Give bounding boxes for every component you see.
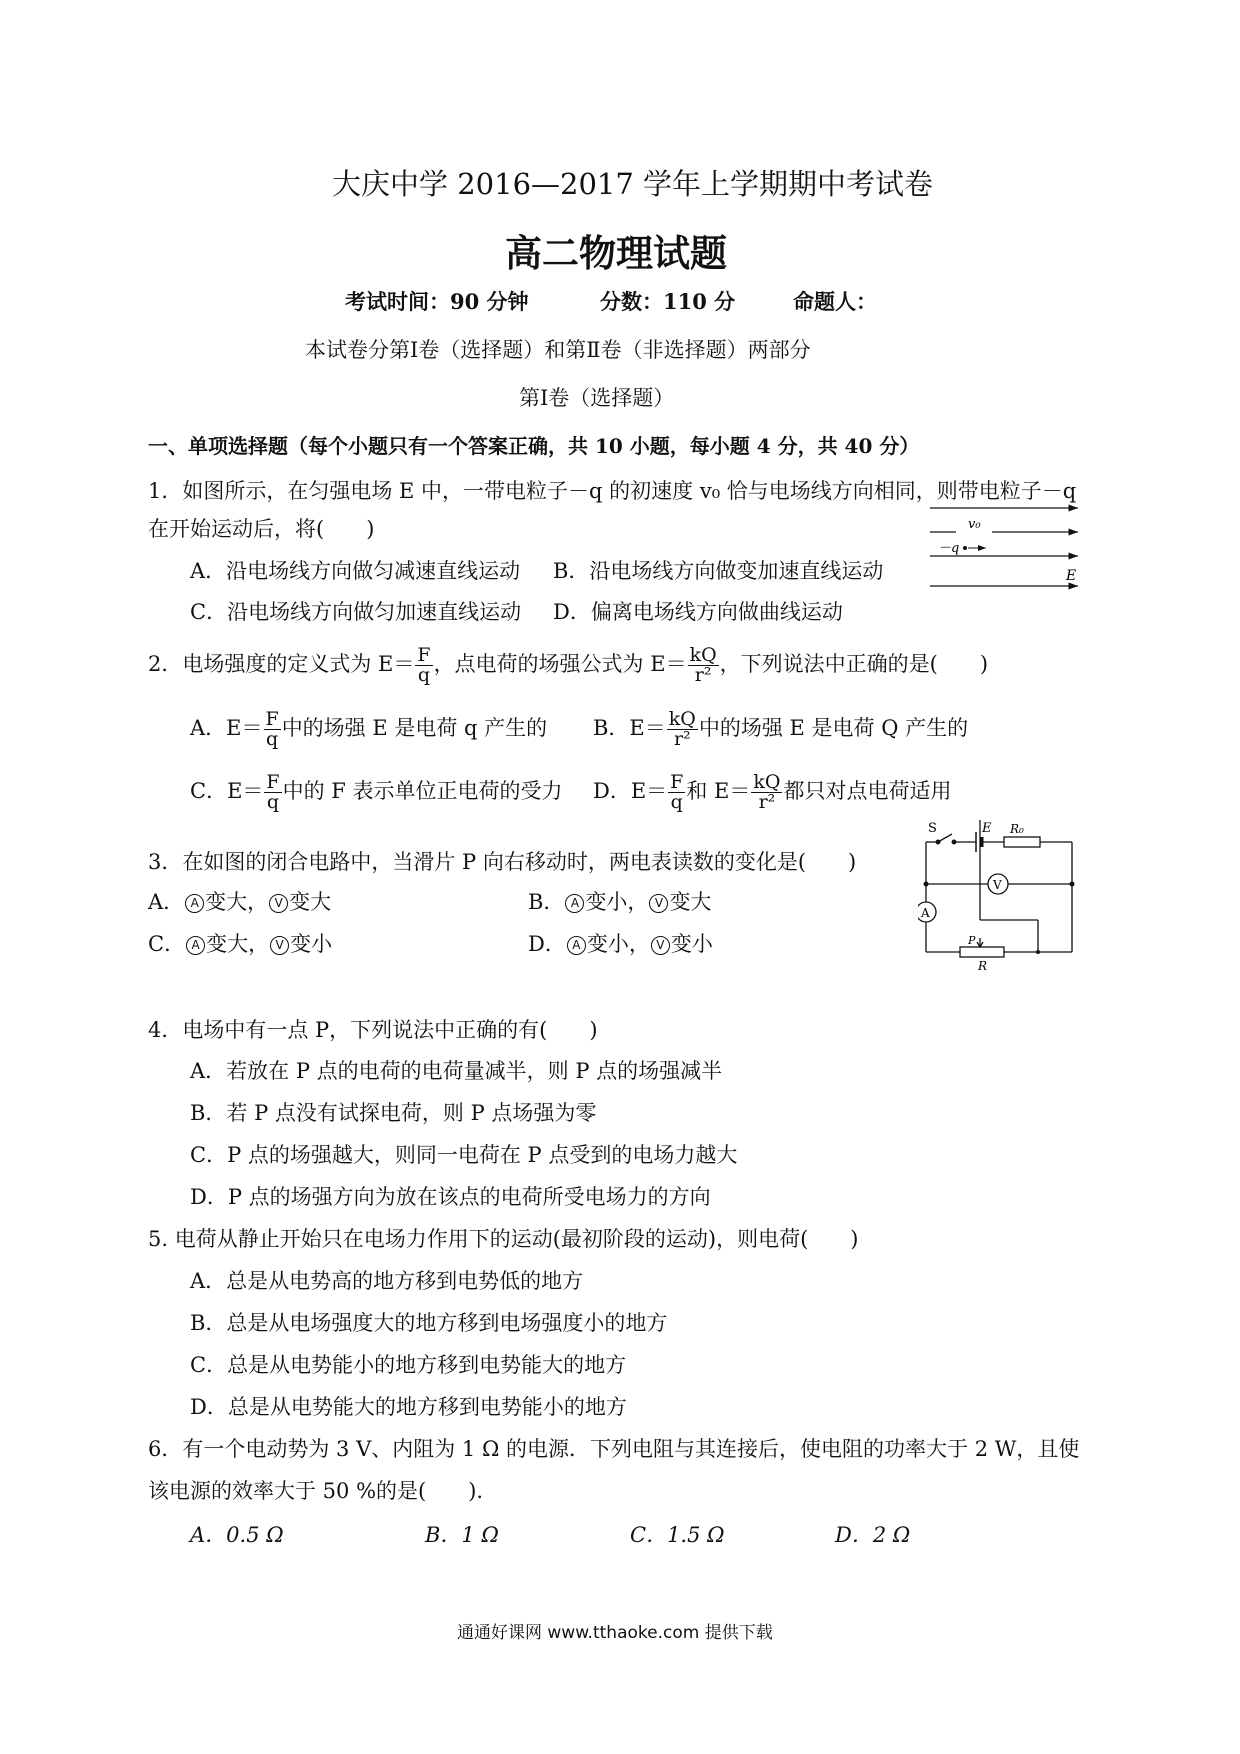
- frac-den: q: [670, 791, 683, 813]
- option-prefix: C．E＝: [190, 779, 264, 803]
- fraction-f-over-q: [264, 710, 281, 749]
- option-text: 变小: [670, 932, 713, 956]
- voltmeter-symbol: V: [269, 894, 288, 913]
- switch-label: S: [928, 821, 937, 836]
- fraction-f-over-q: [415, 646, 432, 685]
- option-prefix: A．E＝: [190, 716, 263, 740]
- option-label: C．: [148, 932, 186, 956]
- option-label: A．: [148, 890, 185, 914]
- option-text: 中的场强 E 是电荷 q 产生的: [281, 716, 548, 740]
- q1-option-d: D．偏离电场线方向做曲线运动: [553, 600, 843, 624]
- option-text: 变小: [290, 932, 333, 956]
- option-prefix: B．E＝: [593, 716, 666, 740]
- q2-stem: [148, 646, 988, 685]
- q2-option-a: [190, 710, 547, 749]
- frac-num: F: [266, 771, 280, 793]
- q-label: －q: [938, 541, 960, 556]
- q1-option-a: A．沿电场线方向做匀减速直线运动: [190, 559, 521, 583]
- fraction-kq-over-r2: [751, 773, 782, 812]
- option-text: 变小，: [585, 890, 649, 914]
- fraction-kq-over-r2: [688, 646, 719, 685]
- frac-den: q: [266, 728, 279, 750]
- option-text: 变大: [289, 890, 332, 914]
- option-prefix: D．E＝: [593, 779, 668, 803]
- q4-option-c: C．P 点的场强越大，则同一电荷在 P 点受到的电场力越大: [190, 1143, 738, 1167]
- frac-num: kQ: [753, 771, 781, 793]
- q6-option-d: D．2 Ω: [835, 1523, 911, 1547]
- q1-field-diagram: [928, 498, 1088, 590]
- frac-num: kQ: [689, 644, 717, 666]
- q1-option-b: B．沿电场线方向做变加速直线运动: [553, 559, 884, 583]
- slider-label: P: [968, 934, 976, 947]
- q6-stem-line2: 该电源的效率大于 50 %的是( ).: [148, 1479, 484, 1503]
- q5-stem: 5. 电荷从静止开始只在电场力作用下的运动(最初阶段的运动)，则电荷( ): [148, 1227, 859, 1251]
- q5-option-a: A．总是从电势高的地方移到电势低的地方: [190, 1269, 584, 1293]
- fraction-kq-over-r2: [667, 710, 698, 749]
- q3-option-d: [528, 930, 713, 958]
- q3-option-c: [148, 930, 332, 958]
- option-text: 变大，: [206, 932, 270, 956]
- fraction-f-over-q: [264, 773, 281, 812]
- school-title: 大庆中学 2016—2017 学年上学期期中考试卷: [332, 167, 934, 201]
- section1-heading: 一、单项选择题（每个小题只有一个答案正确，共 10 小题，每小题 4 分，共 40 分）: [148, 434, 920, 458]
- voltmeter-symbol: V: [649, 894, 668, 913]
- fraction-f-over-q: [668, 773, 685, 812]
- ammeter-symbol: A: [565, 894, 584, 913]
- ammeter-symbol: A: [186, 936, 205, 955]
- q6-stem-line1: 6．有一个电动势为 3 V、内阻为 1 Ω 的电源．下列电阻与其连接后，使电阻的功率大于 2 W，且使: [148, 1437, 1080, 1461]
- frac-num: F: [670, 771, 684, 793]
- q6-option-b: B．1 Ω: [425, 1523, 499, 1547]
- option-text: 变小，: [586, 932, 650, 956]
- e-label: E: [1066, 568, 1077, 584]
- exam-time: 考试时间：90 分钟: [345, 289, 529, 314]
- q4-stem: 4．电场中有一点 P，下列说法中正确的有( ): [148, 1018, 598, 1042]
- q4-option-b: B．若 P 点没有试探电荷，则 P 点场强为零: [190, 1101, 597, 1125]
- q2-option-b: [593, 710, 968, 749]
- q2-stem-b: ，点电荷的场强公式为 E＝: [433, 652, 687, 676]
- option-label: B．: [528, 890, 565, 914]
- frac-den: r²: [673, 728, 691, 750]
- option-text: 变大，: [205, 890, 269, 914]
- frac-den: q: [417, 664, 431, 686]
- frac-den: r²: [758, 791, 776, 813]
- q2-option-c: [190, 773, 563, 812]
- q3-option-b: [528, 888, 711, 916]
- emf-label: E: [982, 821, 992, 836]
- option-text: 中的 F 表示单位正电荷的受力: [282, 779, 563, 803]
- rheostat: [960, 947, 1004, 957]
- frac-num: F: [417, 644, 431, 666]
- footer-watermark: 通通好课网 www.tthaoke.com 提供下载: [457, 1623, 773, 1643]
- q2-stem-c: ，下列说法中正确的是( ): [719, 652, 989, 676]
- option-text: 中的场强 E 是电荷 Q 产生的: [698, 716, 969, 740]
- q4-option-a: A．若放在 P 点的电荷的电荷量减半，则 P 点的场强减半: [190, 1059, 723, 1083]
- q1-stem-line1: 1．如图所示，在匀强电场 E 中，一带电粒子－q 的初速度 v₀ 恰与电场线方向相同，则带电粒子－q: [148, 479, 1077, 503]
- exam-intro: 本试卷分第Ⅰ卷（选择题）和第Ⅱ卷（非选择题）两部分: [305, 338, 811, 362]
- frac-num: F: [265, 708, 279, 730]
- r0-resistor: [1004, 837, 1040, 847]
- q3-circuit-diagram: [918, 820, 1078, 972]
- v0-label: v₀: [968, 517, 981, 532]
- frac-den: r²: [694, 664, 712, 686]
- option-text: 和 E＝: [686, 779, 751, 803]
- junction-node-left: [924, 882, 929, 887]
- option-text: 变大: [669, 890, 712, 914]
- q5-option-c: C．总是从电势能小的地方移到电势能大的地方: [190, 1353, 627, 1377]
- q6-option-c: C．1.5 Ω: [630, 1523, 725, 1547]
- r0-label: R₀: [1010, 822, 1024, 836]
- ammeter-label: A: [921, 906, 930, 920]
- junction-node-bottom: [1036, 950, 1040, 954]
- voltmeter-symbol: V: [651, 936, 670, 955]
- q2-option-d: [593, 773, 951, 812]
- exam-author: 命题人：: [793, 289, 877, 314]
- rheostat-label: R: [978, 959, 988, 972]
- part1-heading: 第Ⅰ卷（选择题）: [519, 386, 675, 410]
- junction-node-right: [1070, 882, 1075, 887]
- voltmeter-symbol: V: [270, 936, 289, 955]
- q1-stem-line2: 在开始运动后，将( ): [148, 517, 375, 541]
- q1-option-c: C．沿电场线方向做匀加速直线运动: [190, 600, 522, 624]
- ammeter-symbol: A: [567, 936, 586, 955]
- voltmeter-label: V: [993, 878, 1002, 892]
- q5-option-d: D．总是从电势能大的地方移到电势能小的地方: [190, 1395, 627, 1419]
- q6-option-a: A．0.5 Ω: [190, 1523, 284, 1547]
- q4-option-d: D．P 点的场强方向为放在该点的电荷所受电场力的方向: [190, 1185, 711, 1209]
- ammeter-symbol: A: [185, 894, 204, 913]
- option-label: D．: [528, 932, 566, 956]
- q5-option-b: B．总是从电场强度大的地方移到电场强度小的地方: [190, 1311, 668, 1335]
- exam-score: 分数：110 分: [600, 289, 736, 314]
- q2-stem-a: 2．电场强度的定义式为 E＝: [148, 652, 415, 676]
- q3-option-a: [148, 888, 331, 916]
- q3-stem: 3．在如图的闭合电路中，当滑片 P 向右移动时，两电表读数的变化是( ): [148, 850, 857, 874]
- option-text: 都只对点电荷适用: [783, 779, 952, 803]
- frac-den: q: [266, 791, 280, 813]
- subject-title: 高二物理试题: [505, 232, 727, 275]
- frac-num: kQ: [668, 708, 696, 730]
- particle-dot: [963, 546, 967, 550]
